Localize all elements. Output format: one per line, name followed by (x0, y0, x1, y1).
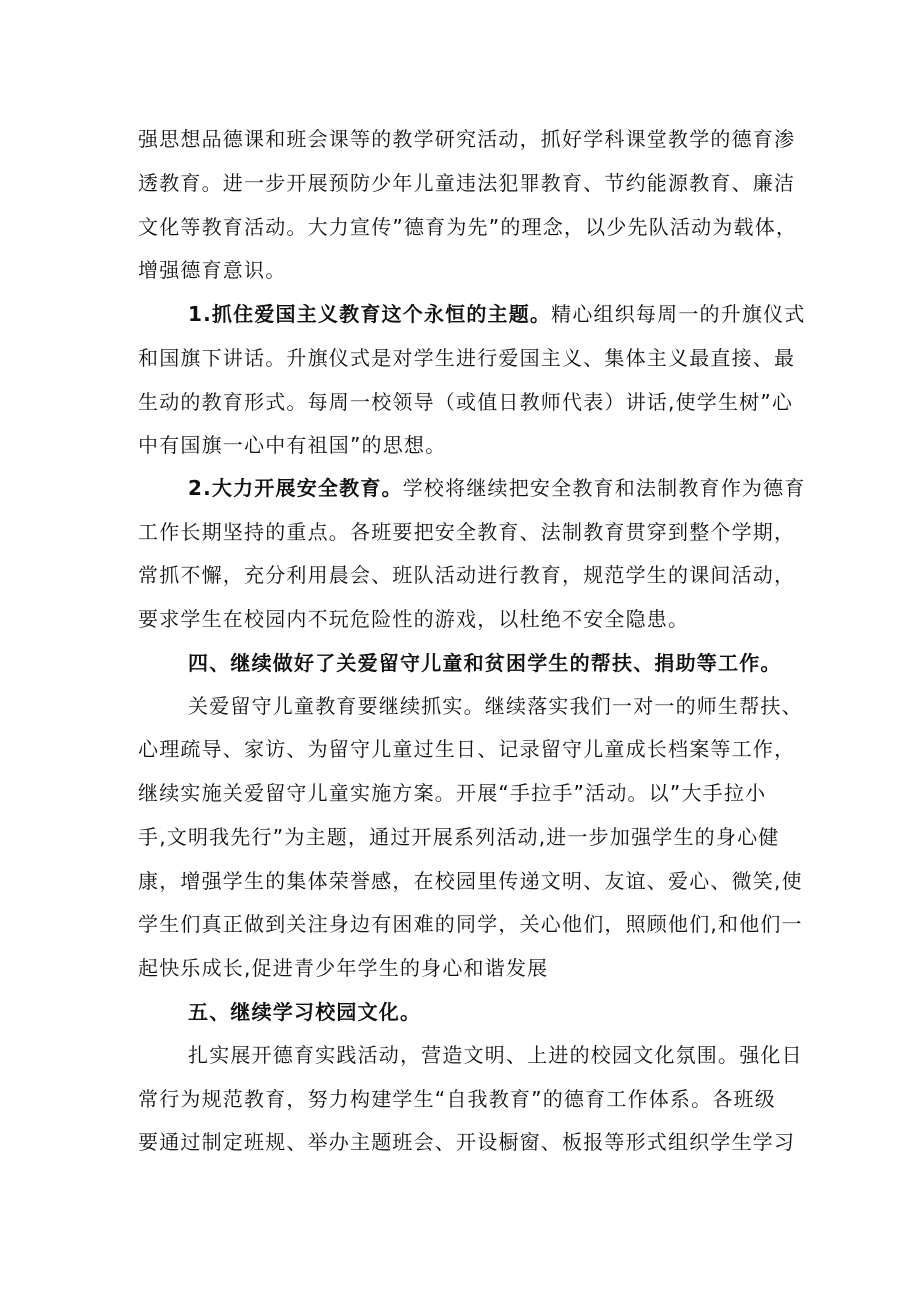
body-line-4: 增强德育意识。 (138, 258, 287, 282)
body-line-2: 透教育。进一步开展预防少年儿童违法犯罪教育、节约能源教育、廉洁 (138, 171, 796, 195)
body-line-23: 常行为规范教育，努力构建学生“自我教育”的德育工作体系。各班级 (138, 1087, 776, 1111)
body-line-7: 生动的教育形式。每周一校领导（或值日教师代表）讲话,使学生树”心 (138, 390, 794, 414)
body-line-24: 要通过制定班规、举办主题班会、开设橱窗、板报等形式组织学生学习 (138, 1130, 796, 1154)
body-line-12: 要求学生在校园内不玩危险性的游戏，以杜绝不安全隐患。 (138, 607, 690, 631)
body-line-18: 康，增强学生的集体荣誉感，在校园里传递文明、友谊、爱心、微笑,使 (138, 869, 803, 893)
body-line-8: 中有国旗一心中有祖国”的思想。 (138, 433, 447, 457)
item-2-heading: 2.大力开展安全教育。 (188, 476, 403, 500)
body-line-1: 强思想品德课和班会课等的教学研究活动，抓好学科课堂教学的德育渗 (138, 127, 796, 151)
body-line-6: 和国旗下讲话。升旗仪式是对学生进行爱国主义、集体主义最直接、最 (138, 346, 796, 370)
body-line-17: 手,文明我先行”为主题，通过开展系列活动,进一步加强学生的身心健 (138, 825, 780, 849)
body-line-14: 关爱留守儿童教育要继续抓实。继续落实我们一对一的师生帮扶、 (188, 694, 803, 718)
section-4-heading: 四、继续做好了关爱留守儿童和贫困学生的帮扶、捐助等工作。 (188, 651, 782, 675)
body-line-19: 学生们真正做到关注身边有困难的同学，关心他们，照顾他们,和他们一 (138, 912, 803, 936)
body-line-3: 文化等教育活动。大力宣传”德育为先”的理念，以少先队活动为载体， (138, 215, 798, 239)
body-line-20: 起快乐成长,促进青少年学生的身心和谐发展 (138, 956, 549, 980)
item-2-first-line: 2.大力开展安全教育。学校将继续把安全教育和法制教育作为德育 (188, 476, 806, 500)
body-line-16: 继续实施关爱留守儿童实施方案。开展“手拉手”活动。以”大手拉小 (138, 781, 767, 805)
body-line-11: 常抓不懈，充分利用晨会、班队活动进行教育，规范学生的课间活动， (138, 563, 796, 587)
section-5-heading: 五、继续学习校园文化。 (188, 1000, 422, 1024)
item-1-first-line: 1.抓住爱国主义教育这个永恒的主题。精心组织每周一的升旗仪式 (188, 302, 806, 326)
item-1-heading: 1.抓住爱国主义教育这个永恒的主题。 (188, 302, 552, 326)
body-line-10: 工作长期坚持的重点。各班要把安全教育、法制教育贯穿到整个学期， (138, 520, 796, 544)
body-line-15: 心理疏导、家访、为留守儿童过生日、记录留守儿童成长档案等工作， (138, 737, 796, 761)
body-line-22: 扎实展开德育实践活动，营造文明、上进的校园文化氛围。强化日 (188, 1043, 803, 1067)
